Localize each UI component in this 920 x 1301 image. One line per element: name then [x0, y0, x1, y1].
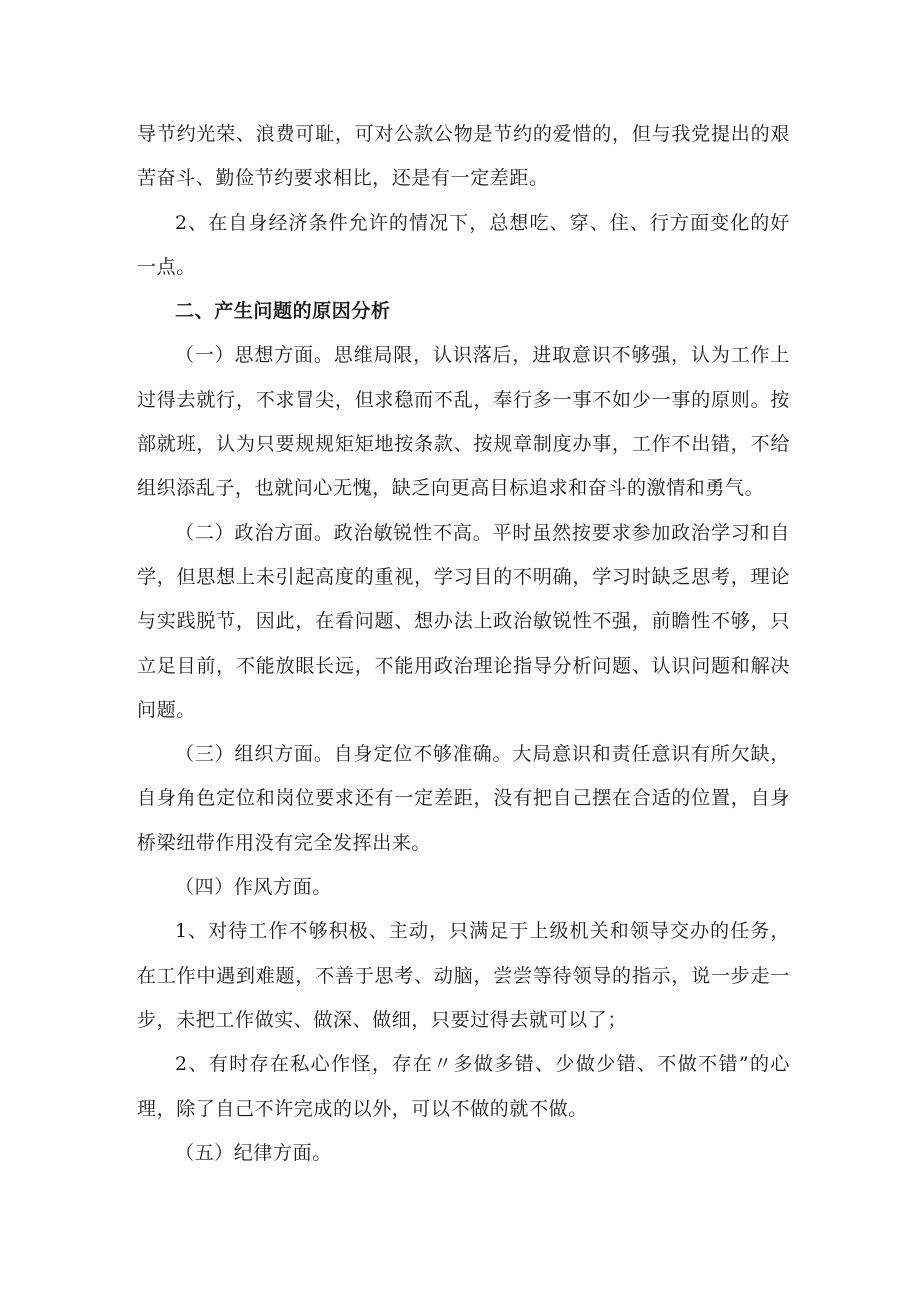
paragraph-style-item-2: 2、有时存在私心作怪，存在〃多做多错、少做少错、不做不错”的心理，除了自己不许完成的以外，可以不做的就不做。 [137, 1053, 790, 1120]
paragraph-style-heading: （四）作风方面。 [175, 876, 332, 899]
paragraph-organization: （三）组织方面。自身定位不够准确。大局意识和责任意识有所欠缺，自身角色定位和岗位要求还有一定差距，没有把自己摆在合适的位置，自身桥梁纽带作用没有完全发挥出来。 [137, 743, 790, 854]
paragraph-thought: （一）思想方面。思维局限，认识落后，进取意识不够强，认为工作上过得去就行，不求冒尖，但求稳而不乱，奉行多一事不如少一事的原则。按部就班，认为只要规规矩矩地按条款、按规章制度办事，工作不出错，不给组织添乱子，也就问心无愧，缺乏向更高目标追求和奋斗的激情和勇气。 [137, 344, 790, 500]
paragraph-politics: （二）政治方面。政治敏锐性不高。平时虽然按要求参加政治学习和自学，但思想上未引起高度的重视，学习目的不明确，学习时缺乏思考，理论与实践脱节，因此，在看问题、想办法上政治敏锐性不强，前瞻性不够，只立足目前，不能放眼长远，不能用政治理论指导分析问题、认识问题和解决问题。 [137, 521, 790, 721]
paragraph-style-item-1: 1、对待工作不够积极、主动，只满足于上级机关和领导交办的任务，在工作中遇到难题，不善于思考、动脑，尝尝等待领导的指示，说一步走一步，未把工作做实、做深、做细，只要过得去就可以了； [137, 920, 790, 1031]
paragraph-continuation: 导节约光荣、浪费可耻，可对公款公物是节约的爱惜的，但与我党提出的艰苦奋斗、勤俭节约要求相比，还是有一定差距。 [137, 123, 790, 190]
section-heading: 二、产生问题的原因分析 [175, 300, 391, 323]
paragraph-discipline-heading: （五）纪律方面。 [175, 1141, 332, 1164]
document-body [137, 112, 790, 1175]
paragraph-item-2: 2、在自身经济条件允许的情况下，总想吃、穿、住、行方面变化的好一点。 [137, 211, 790, 278]
